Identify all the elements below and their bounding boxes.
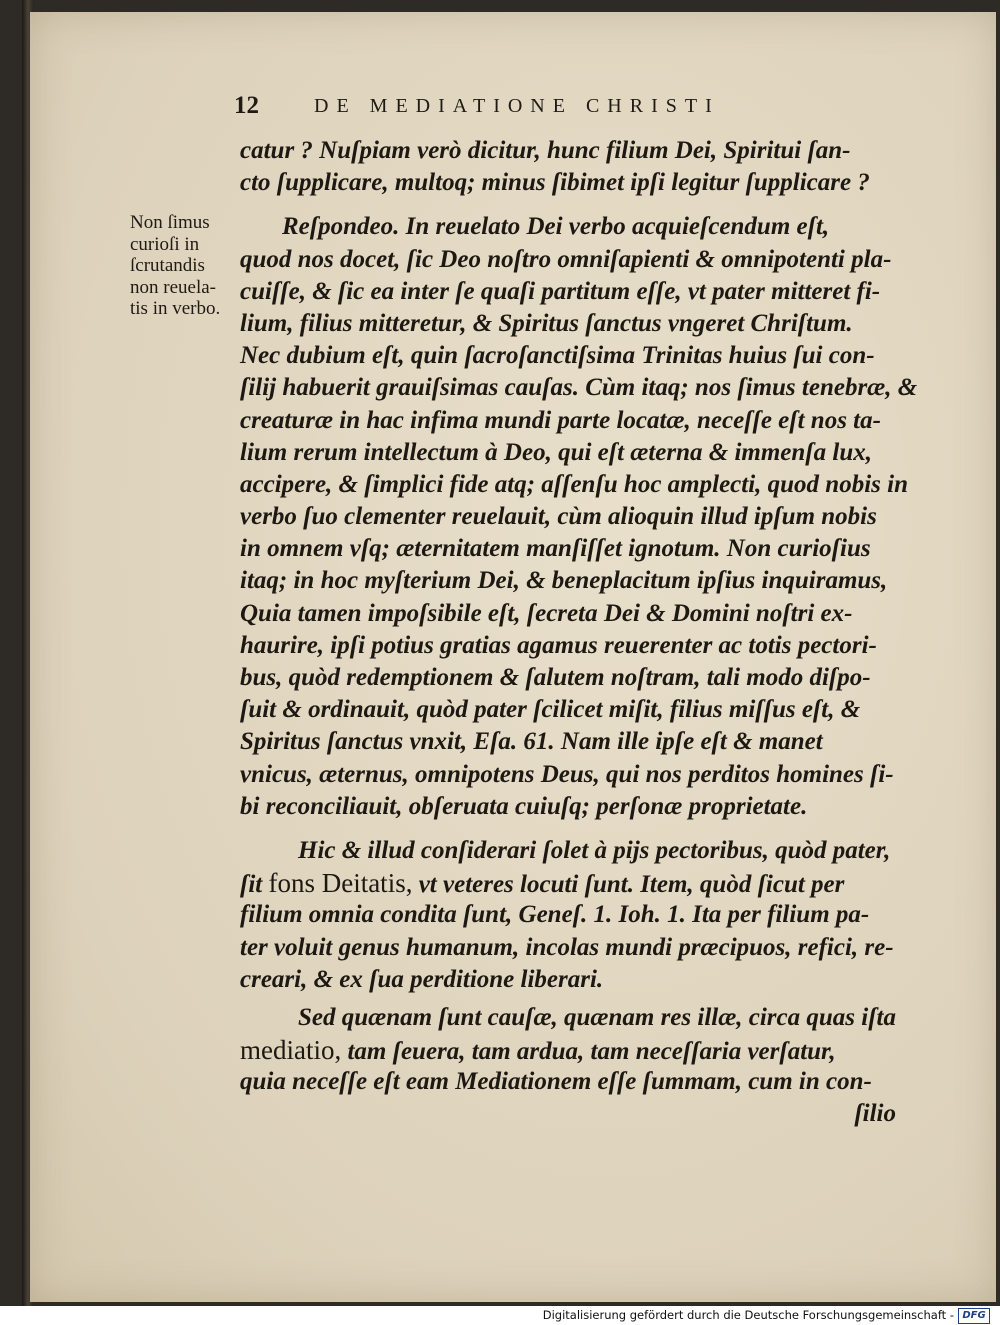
dfg-logo[interactable]: DFG xyxy=(958,1308,990,1324)
text-line: cto ſupplicare, multoq; minus ſibimet ipſi legitur ſupplicare ? xyxy=(240,169,870,197)
margin-note-line: ſcrutandis xyxy=(130,255,205,276)
text-line xyxy=(240,867,900,899)
footer-bar xyxy=(0,1306,1000,1325)
body-text xyxy=(240,135,918,1131)
text-line: Spiritus ſanctus vnxit, Eſa. 61. Nam ille ipſe eſt & manet xyxy=(240,728,823,756)
text-line: cuiſſe, & ſic ea inter ſe quaſi partitum eſſe, vt pater mitteret fi- xyxy=(240,277,881,305)
text-line: lium, filius mitteretur, & Spiritus ſanctus vngeret Chriſtum. xyxy=(240,309,853,337)
text-line: quia neceſſe eſt eam Mediationem eſſe ſummam, cum in con- xyxy=(240,1068,872,1096)
text-line: Quia tamen impoſsibile eſt, ſecreta Dei & Domini noſtri ex- xyxy=(240,599,853,627)
text-line xyxy=(240,1034,900,1066)
roman-phrase: mediatio, xyxy=(240,1035,342,1066)
text-line: catur ? Nuſpiam verò dicitur, hunc filium Dei, Spiritui ſan- xyxy=(240,137,851,164)
text-line: Reſpondeo. In reuelato Dei verbo acquieſcendum eſt, xyxy=(282,213,830,241)
funding-credit: Digitalisierung gefördert durch die Deutsche Forschungsgemeinschaft - xyxy=(542,1308,954,1322)
text-line: ſilij habuerit grauiſsimas cauſas. Cùm itaq; nos ſimus tenebræ, & xyxy=(240,374,918,402)
text-line: Nec dubium eſt, quin ſacroſanctiſsima Trinitas huius ſui con- xyxy=(240,342,875,370)
page-number: 12 xyxy=(234,92,259,119)
text-fragment: tam ſeuera, tam ardua, tam neceſſaria verſatur, xyxy=(347,1038,836,1066)
text-line: in omnem vſq; æternitatem manſiſſet ignotum. Non curioſius xyxy=(240,535,871,563)
text-fragment: vt veteres locuti ſunt. Item, quòd ſicut per xyxy=(418,871,845,899)
text-fragment: ſit xyxy=(240,871,263,899)
text-line: bus, quòd redemptionem & ſalutem noſtram, tali modo diſpo- xyxy=(240,664,871,691)
text-line: lium rerum intellectum à Deo, qui eſt æterna & immenſa lux, xyxy=(240,438,872,466)
margin-note-line: non reuela- xyxy=(130,276,216,298)
text-line: bi reconciliauit, obſeruata cuiuſq; perſonæ proprietate. xyxy=(240,792,808,820)
text-line: quod nos docet, ſic Deo noſtro omniſapienti & omnipotenti pla- xyxy=(240,245,892,273)
catchword: ſilio xyxy=(854,1100,896,1128)
text-line: accipere, & ſimplici fide atq; aſſenſu hoc amplecti, quod nobis in xyxy=(240,470,908,498)
margin-note-line: curioſi in xyxy=(130,233,200,255)
text-line: vnicus, æternus, omnipotens Deus, qui nos perditos homines ſi- xyxy=(240,760,894,788)
margin-note xyxy=(130,212,238,320)
text-line: haurire, ipſi potius gratias agamus reuerenter ac totis pectori- xyxy=(240,631,877,659)
text-line: itaq; in hoc myſterium Dei, & beneplacitum ipſius inquiramus, xyxy=(240,567,888,595)
text-line: ter voluit genus humanum, incolas mundi præcipuos, refici, re- xyxy=(240,933,894,961)
running-head xyxy=(234,92,834,122)
paragraph-gap xyxy=(240,199,900,211)
text-line: ſuit & ordinauit, quòd pater ſcilicet miſit, filius miſſus eſt, & xyxy=(240,696,861,724)
text-line: creaturæ in hac infima mundi parte locatæ, neceſſe eſt nos ta- xyxy=(240,406,881,434)
text-line: Sed quænam ſunt cauſæ, quænam res illæ, circa quas iſta xyxy=(298,1003,896,1031)
roman-phrase: fons Deitatis, xyxy=(268,868,413,899)
paragraph-gap xyxy=(240,823,900,835)
text-line: Hic & illud conſiderari ſolet à pijs pectoribus, quòd pater, xyxy=(298,836,891,864)
text-line: verbo ſuo clementer reuelauit, cùm alioquin illud ipſum nobis xyxy=(240,503,877,531)
margin-note-line: Non ſimus xyxy=(130,212,210,233)
text-line: creari, & ex ſua perditione liberari. xyxy=(240,965,604,993)
running-title: DE MEDIATIONE CHRISTI xyxy=(314,95,720,117)
text-line: filium omnia condita ſunt, Geneſ. 1. Ioh. 1. Ita per filium pa- xyxy=(240,901,870,929)
margin-note-line: tis in verbo. xyxy=(130,298,221,319)
